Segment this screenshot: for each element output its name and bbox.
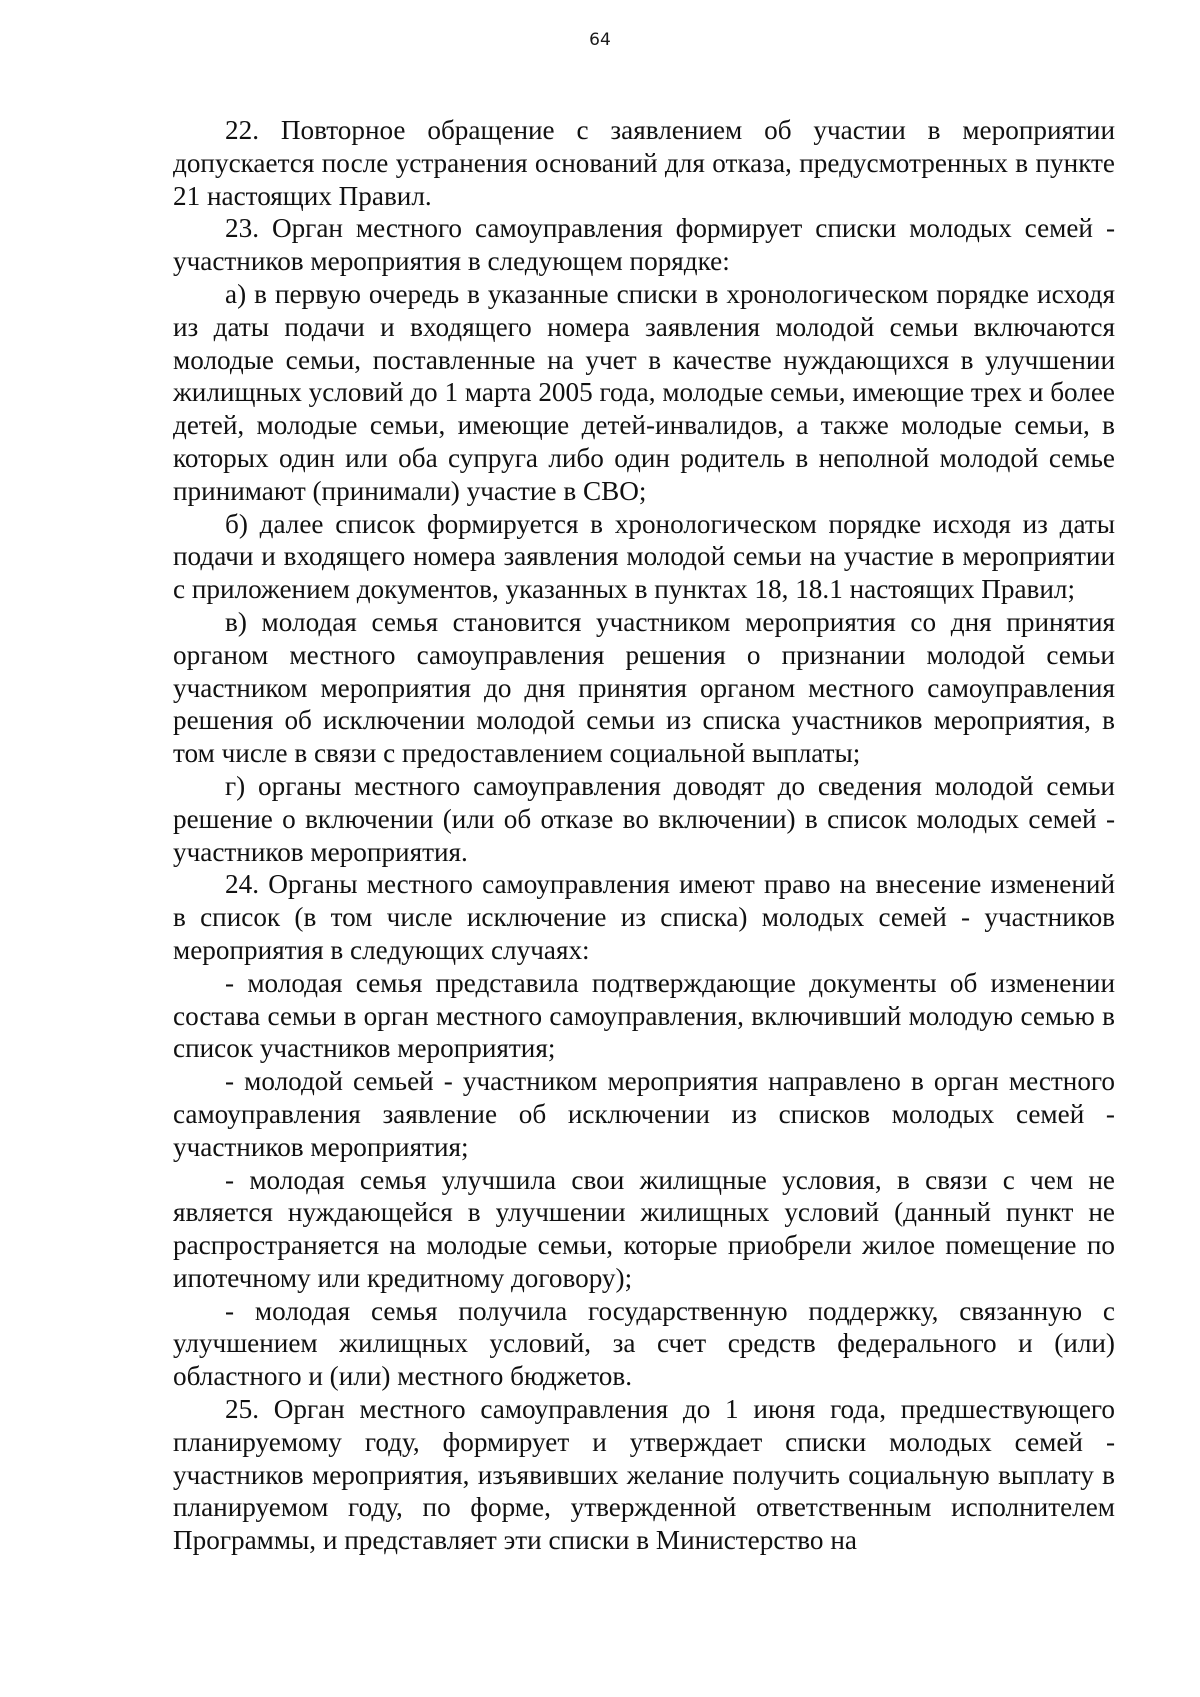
paragraph-22: 22. Повторное обращение с заявлением об участии в мероприятии допускается после устранения оснований для отказа, предусмотренных в пункте 21 настоящих Правил. — [173, 115, 1115, 211]
paragraph-24-item-2: - молодой семьей - участником мероприятия направлено в орган местного самоуправления заявление об исключении из списков молодых семей - участников мероприятия; — [173, 1066, 1115, 1162]
paragraph-24: 24. Органы местного самоуправления имеют право на внесение изменений в список (в том числе исключение из списка) молодых семей - участников мероприятия в следующих случаях: — [173, 869, 1115, 965]
paragraph-24-item-1: - молодая семья представила подтверждающие документы об изменении состава семьи в орган местного самоуправления, включивший молодую семью в список участников мероприятия; — [173, 967, 1115, 1064]
paragraph-23-g: г) органы местного самоуправления доводят до сведения молодой семьи решение о включении (или об отказе во включении) в список молодых семей - участников мероприятия. — [173, 770, 1115, 867]
paragraph-25: 25. Орган местного самоуправления до 1 июня года, предшествующего планируемому году, формирует и утверждает списки молодых семей - участников мероприятия, изъявивших желание получить социальную выплату в планируемом году, по форме, утвержденной ответственным исполнителем Программы, и представляет эти списки в Министерство на — [173, 1394, 1115, 1556]
document-body — [173, 114, 1115, 1557]
paragraph-23-b: б) далее список формируется в хронологическом порядке исходя из даты подачи и входящего номера заявления молодой семьи на участие в мероприятии с приложением документов, указанных в пунктах 18, 18.1 настоящих Правил; — [173, 508, 1115, 605]
paragraph-23-a: а) в первую очередь в указанные списки в хронологическом порядке исходя из даты подачи и входящего номера заявления молодой семьи включаются молодые семьи, поставленные на учет в качестве нуждающихся в улучшении жилищных условий до 1 марта 2005 года, молодые семьи, имеющие трех и более детей, молодые семьи, имеющие детей-инвалидов, а также молодые семьи, в которых один или оба супруга либо один родитель в неполной молодой семье принимают (принимали) участие в СВО; — [173, 278, 1115, 506]
paragraph-24-item-3: - молодая семья улучшила свои жилищные условия, в связи с чем не является нуждающейся в улучшении жилищных условий (данный пункт не распространяется на молодые семьи, которые приобрели жилое помещение по ипотечному или кредитному договору); — [173, 1164, 1115, 1293]
paragraph-23-v: в) молодая семья становится участником мероприятия со дня принятия органом местного самоуправления решения о признании молодой семьи участником мероприятия до дня принятия органом местного самоуправления решения об исключении молодой семьи из списка участников мероприятия, в том числе в связи с предоставлением социальной выплаты; — [173, 606, 1115, 769]
page-number: 64 — [589, 30, 611, 50]
paragraph-23: 23. Орган местного самоуправления формирует списки молодых семей - участников мероприятия в следующем порядке: — [173, 213, 1115, 277]
paragraph-24-item-4: - молодая семья получила государственную поддержку, связанную с улучшением жилищных условий, за счет средств федерального и (или) областного и (или) местного бюджетов. — [173, 1295, 1115, 1392]
